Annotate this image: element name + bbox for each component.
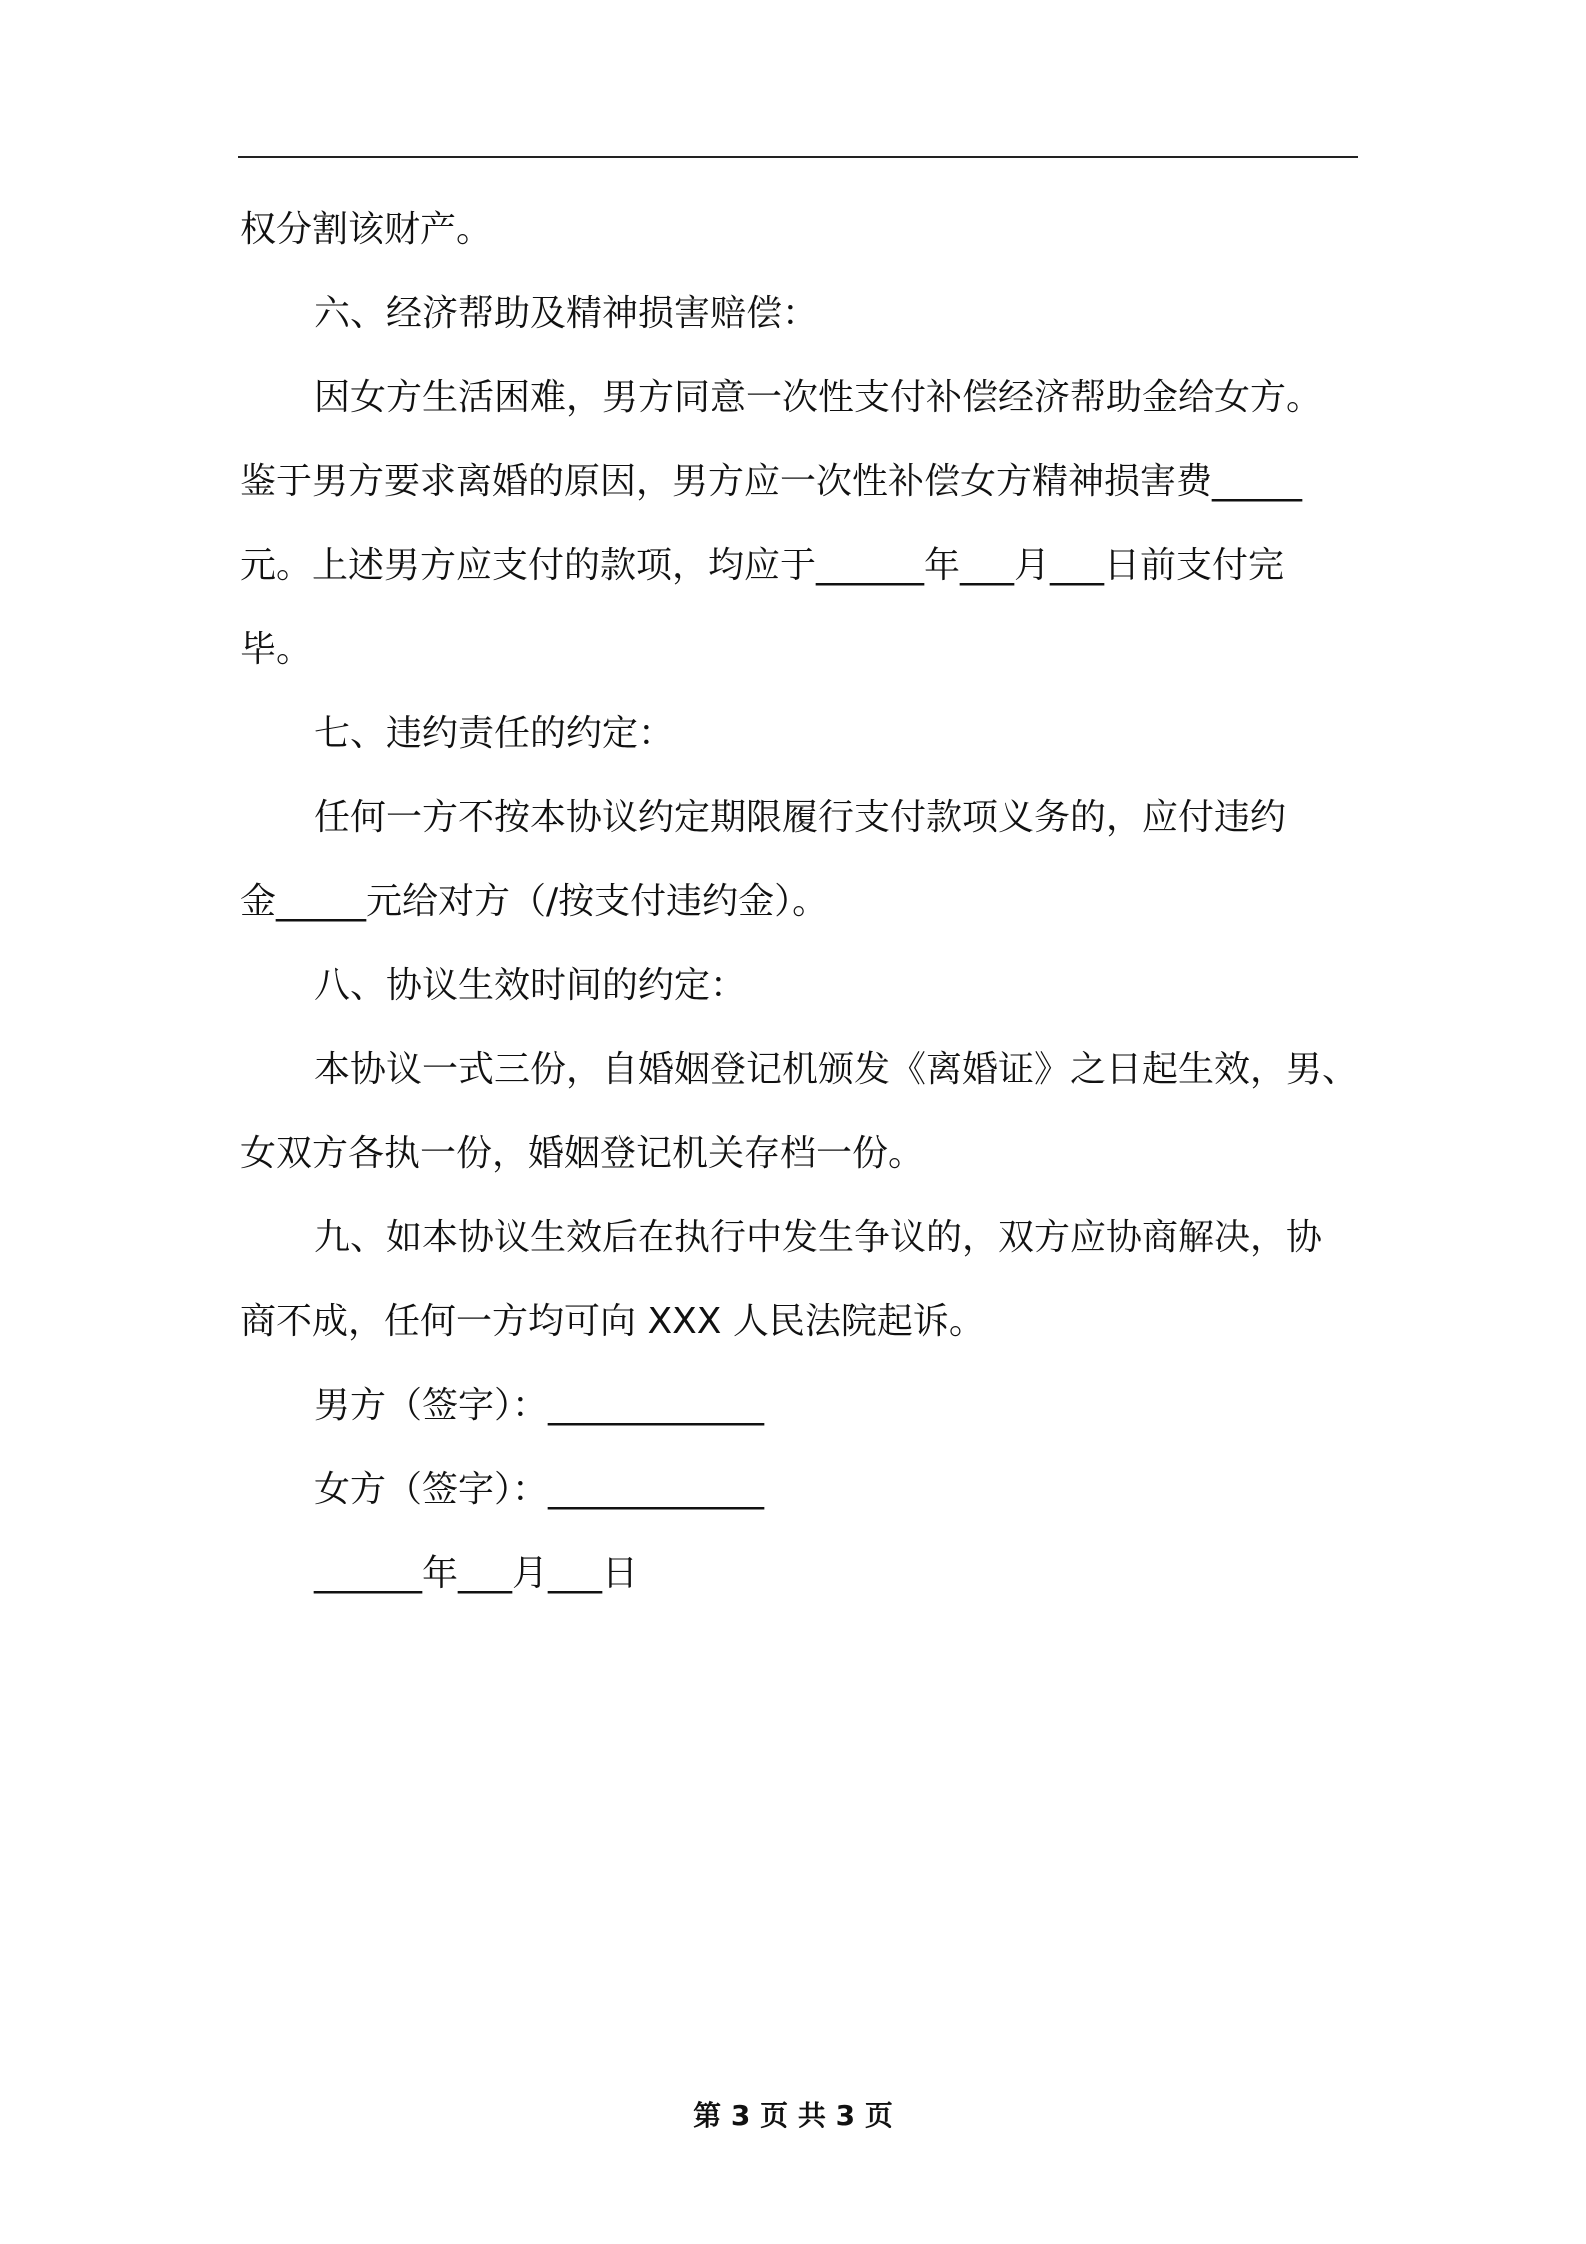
date-line: ______年___月___日 bbox=[314, 1553, 639, 1594]
page-number: 第 3 页 共 3 页 bbox=[693, 2099, 893, 2132]
section-heading-9: 九、如本协议生效后在执行中发生争议的，双方应协商解决，协 bbox=[314, 1217, 1323, 1258]
paragraph-line: 因女方生活困难，男方同意一次性支付补偿经济帮助金给女方。 bbox=[314, 377, 1323, 418]
section-heading-8: 八、协议生效时间的约定： bbox=[314, 965, 747, 1006]
paragraph-line: 元。上述男方应支付的款项，均应于______年___月___日前支付完 bbox=[240, 545, 1285, 586]
section-heading-7: 七、违约责任的约定： bbox=[314, 713, 675, 754]
paragraph-line: 毕。 bbox=[240, 629, 313, 670]
paragraph-line: 商不成，任何一方均可向 XXX 人民法院起诉。 bbox=[240, 1301, 985, 1342]
paragraph-line: 任何一方不按本协议约定期限履行支付款项义务的，应付违约 bbox=[314, 797, 1287, 838]
section-heading-6: 六、经济帮助及精神损害赔偿： bbox=[314, 293, 819, 334]
paragraph-line: 金_____元给对方（/按支付违约金）。 bbox=[240, 881, 829, 922]
paragraph-line: 女双方各执一份，婚姻登记机关存档一份。 bbox=[240, 1133, 925, 1174]
paragraph-line: 权分割该财产。 bbox=[240, 209, 493, 250]
female-signature-line: 女方（签字）：____________ bbox=[314, 1469, 765, 1510]
header-rule bbox=[238, 156, 1358, 158]
male-signature-line: 男方（签字）：____________ bbox=[314, 1385, 765, 1426]
paragraph-line: 本协议一式三份，自婚姻登记机颁发《离婚证》之日起生效，男、 bbox=[314, 1049, 1359, 1090]
paragraph-line: 鉴于男方要求离婚的原因，男方应一次性补偿女方精神损害费_____ bbox=[240, 461, 1303, 502]
